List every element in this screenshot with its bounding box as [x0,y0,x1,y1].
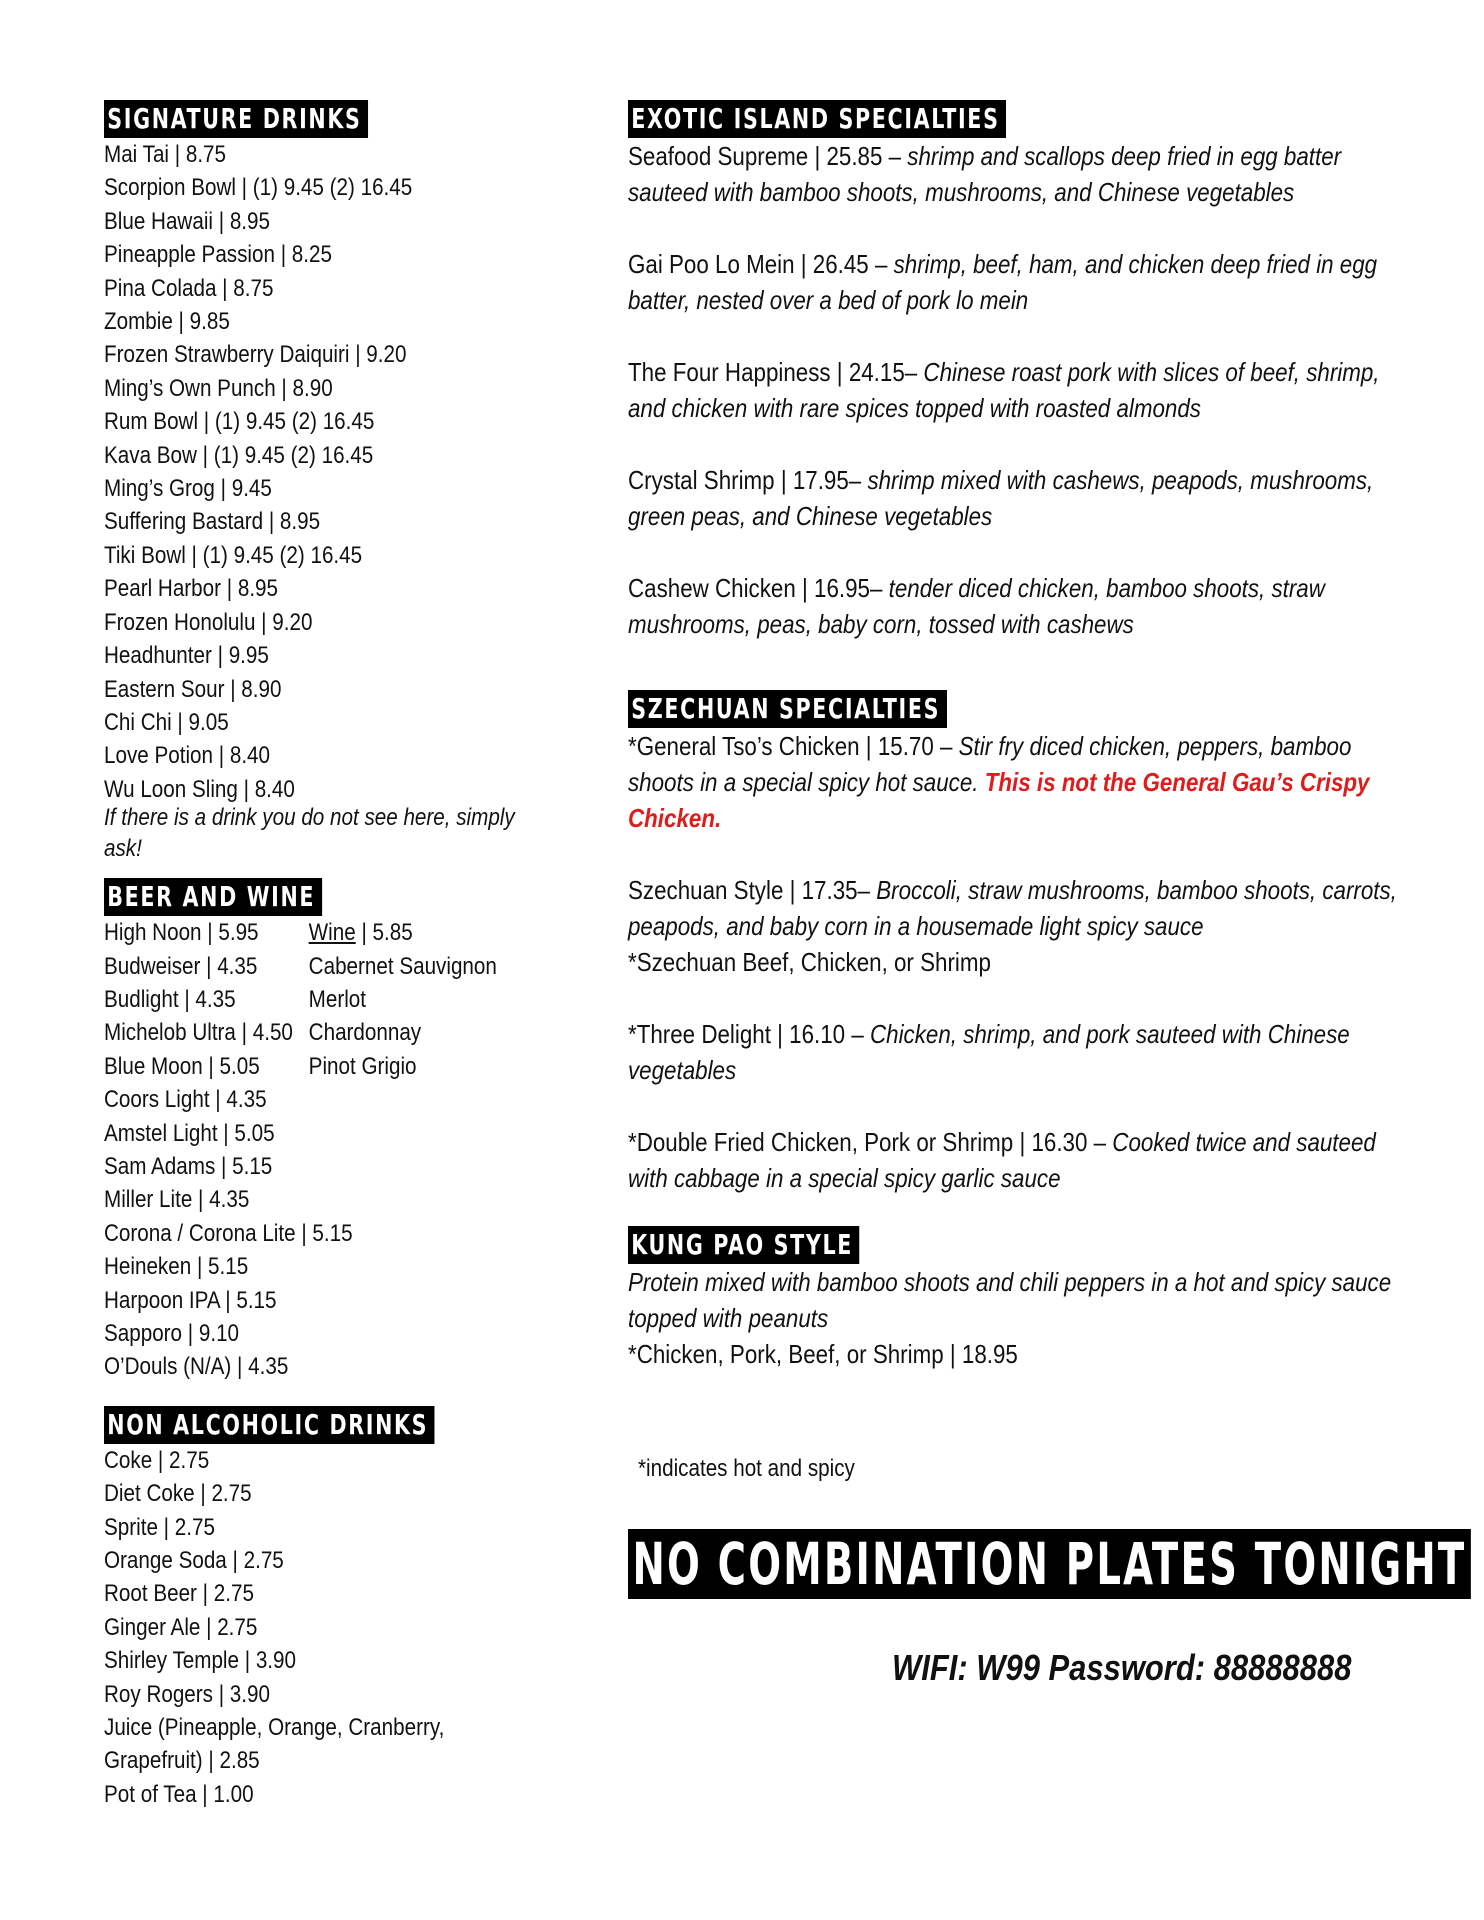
list-item: Sprite | 2.75 [104,1513,215,1541]
list-item: O’Douls (N/A) | 4.35 [104,1353,289,1381]
list-item: Blue Moon | 5.05 [104,1052,260,1080]
item-name: Gai Poo Lo Mein | 26.45 – [628,249,894,279]
list-item: Michelob Ultra | 4.50 [104,1019,293,1047]
list-item: Harpoon IPA | 5.15 [104,1286,277,1314]
item-description: tender diced chicken, bamboo shoots, straw mushrooms, peas, baby corn, tossed with cashews [628,573,1325,639]
item-description: Chicken, shrimp, and pork sauteed with Chinese vegetables [628,1019,1350,1085]
list-item: Juice (Pineapple, Orange, Cranberry, [104,1714,445,1742]
warning-text: This is not the General Gau’s Crispy Chicken. [628,767,1370,833]
list-item: Chardonnay [308,1019,422,1047]
item-description: Chinese roast pork with slices of beef, shrimp, and chicken with rare spices topped with roasted almonds [628,357,1380,423]
menu-item [628,1016,1419,1088]
non-alcoholic-list [104,1444,586,1811]
list-item: Pina Colada | 8.75 [104,274,274,302]
menu-item [628,1264,1419,1372]
menu-item [628,354,1419,426]
non-alcoholic-heading: NON ALCOHOLIC DRINKS [104,1406,435,1444]
list-item: Frozen Honolulu | 9.20 [104,608,313,636]
wine-price: | 5.85 [355,919,413,947]
list-item: Ming’s Own Punch | 8.90 [104,374,333,402]
item-name: *General Tso’s Chicken | 15.70 – [628,731,959,761]
list-item: Miller Lite | 4.35 [104,1186,250,1214]
item-name: Crystal Shrimp | 17.95– [628,465,868,495]
item-description: shrimp mixed with cashews, peapods, mushrooms, green peas, and Chinese vegetables [628,465,1374,531]
left-column [104,100,574,1811]
list-item: Frozen Strawberry Daiquiri | 9.20 [104,341,407,369]
list-item: Cabernet Sauvignon [308,952,497,980]
item-name: *Double Fried Chicken, Pork or Shrimp | 16.30 – [628,1127,1113,1157]
item-name: Szechuan Style | 17.35– [628,875,877,905]
menu-item [628,246,1419,318]
list-item: Rum Bowl | (1) 9.45 (2) 16.45 [104,408,375,436]
banner: NO COMBINATION PLATES TONIGHT [628,1529,1471,1599]
kung-pao-heading: KUNG PAO STYLE [628,1226,860,1264]
list-item: Headhunter | 9.95 [104,642,269,670]
menu-item [628,570,1419,642]
beer-wine-heading: BEER AND WINE [104,878,322,916]
item-description: Cooked twice and sauteed with cabbage in a special spicy garlic sauce [628,1127,1376,1193]
wine-label: Wine [308,919,356,947]
item-description: Stir fry diced chicken, peppers, bamboo shoots in a special spicy hot sauce. [628,731,1352,797]
list-item: Amstel Light | 5.05 [104,1119,275,1147]
list-item: Heineken | 5.15 [104,1253,249,1281]
signature-note: If there is a drink you do not see here, simply ask! [104,804,515,863]
list-item: Roy Rogers | 3.90 [104,1680,270,1708]
item-description: shrimp, beef, ham, and chicken deep fried in egg batter, nested over a bed of pork lo mein [628,249,1378,315]
item-description: Protein mixed with bamboo shoots and chili peppers in a hot and spicy sauce topped with peanuts [628,1267,1392,1333]
list-item: Eastern Sour | 8.90 [104,675,282,703]
list-item: Grapefruit) | 2.85 [104,1747,260,1775]
menu-item [628,872,1419,980]
list-item: Tiki Bowl | (1) 9.45 (2) 16.45 [104,541,363,569]
item-options: *Szechuan Beef, Chicken, or Shrimp [628,947,991,977]
list-item: Sapporo | 9.10 [104,1320,240,1347]
beer-wine-list [104,916,586,1384]
exotic-list [628,138,1418,642]
list-item: Coke | 2.75 [104,1446,210,1474]
beer-list [104,916,309,1083]
wine-header [309,916,497,949]
list-item: Corona / Corona Lite | 5.15 [104,1219,353,1247]
menu-item [628,462,1419,534]
list-item: Wu Loon Sling | 8.40 [104,775,295,803]
list-item: Orange Soda | 2.75 [104,1547,284,1575]
list-item: Sam Adams | 5.15 [104,1152,273,1180]
list-item: Budweiser | 4.35 [104,952,258,980]
list-item: Ming’s Grog | 9.45 [104,475,272,503]
list-item: Chi Chi | 9.05 [104,708,229,736]
list-item: Blue Hawaii | 8.95 [104,207,270,235]
list-item: Pinot Grigio [308,1052,417,1080]
list-item: Merlot [308,985,367,1013]
list-item: Kava Bow | (1) 9.45 (2) 16.45 [104,441,374,469]
list-item: Scorpion Bowl | (1) 9.45 (2) 16.45 [104,174,413,202]
szechuan-heading: SZECHUAN SPECIALTIES [628,690,947,728]
item-options: *Chicken, Pork, Beef, or Shrimp | 18.95 [628,1339,1018,1369]
item-description: Broccoli, straw mushrooms, bamboo shoots, carrots, peapods, and baby corn in a housemade light spicy sauce [628,875,1397,941]
exotic-heading: EXOTIC ISLAND SPECIALTIES [628,100,1006,138]
list-item: Suffering Bastard | 8.95 [104,508,321,536]
item-name: Cashew Chicken | 16.95– [628,573,889,603]
right-column [628,100,1467,1689]
list-item: Pot of Tea | 1.00 [104,1780,254,1808]
list-item: Shirley Temple | 3.90 [104,1647,296,1675]
list-item: Budlight | 4.35 [104,985,236,1013]
item-name: *Three Delight | 16.10 – [628,1019,870,1049]
menu-item [628,1124,1419,1196]
list-item: Root Beer | 2.75 [104,1580,254,1608]
list-item: Zombie | 9.85 [104,308,230,336]
list-item: Pineapple Passion | 8.25 [104,241,332,269]
list-item: Pearl Harbor | 8.95 [104,575,279,603]
list-item: Coors Light | 4.35 [104,1086,267,1114]
szechuan-list [628,728,1418,1196]
item-name: Seafood Supreme | 25.85 – [628,141,908,171]
list-item: High Noon | 5.95 [104,919,259,947]
list-item: Love Potion | 8.40 [104,742,271,770]
signature-drinks-list [104,138,586,806]
footnote: *indicates hot and spicy [638,1455,855,1482]
wine-list [309,916,497,1083]
item-description: shrimp and scallops deep fried in egg batter sauteed with bamboo shoots, mushrooms, and Chinese vegetables [628,141,1342,207]
item-name: The Four Happiness | 24.15– [628,357,924,387]
list-item: Mai Tai | 8.75 [104,141,227,168]
menu-item [628,138,1419,210]
list-item: Diet Coke | 2.75 [104,1480,252,1508]
wifi-info: WIFI: W99 Password: 88888888 [892,1647,1352,1689]
list-item: Ginger Ale | 2.75 [104,1613,258,1641]
signature-drinks-heading: SIGNATURE DRINKS [104,100,368,138]
menu-item [628,728,1419,836]
